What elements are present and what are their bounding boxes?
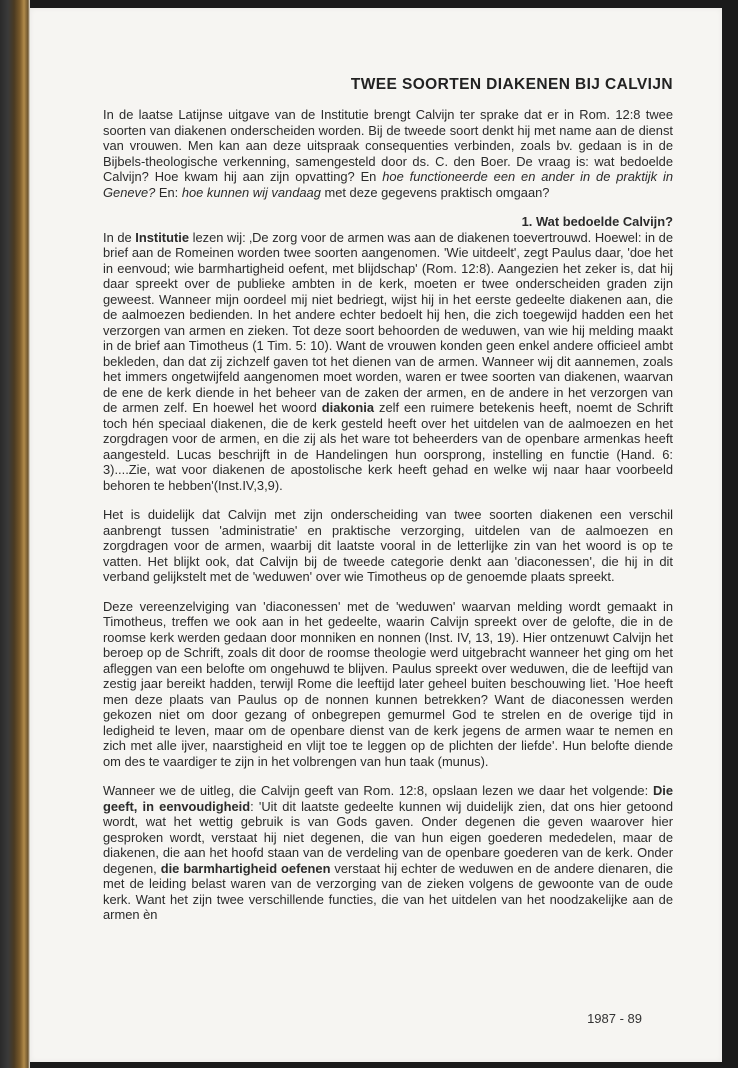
- bold-phrase-barmhartigheid: die barmhartigheid oefenen: [160, 860, 331, 876]
- bold-term-institutie: Institutie: [135, 229, 190, 245]
- paragraph-institutie-quote: In de Institutie lezen wij: ‚De zorg voor de armen was aan de diakenen toevertrouwd. Hoewel: in de brief aan de Romeinen worden twee soorten aangenomen. 'Wie uitdeelt', zegt Paulus daar, 'doe het in eenvoud; wie barmhartigheid oefent, met blijdschap' (Rom. 12:8). Aangezien het zeker is, dat hij daar spreekt over de publieke ambten in de kerk, moeten er twee onderscheiden graden zijn geweest. Wanneer mijn oordeel mij niet bedriegt, wijst hij in het eerste gedeelte diakenen aan, die de aalmoezen bedienden. In het andere echter bedoelt hij hen, die zich toegewijd hadden een het verzorgen van armen en zieken. Tot deze soort behoorden de weduwen, van wie hij melding maakt in de brief aan Timotheus (1 Tim. 5: 10). Want de vrouwen konden geen enkel andere officieel ambt bekleden, dan dat zij zichzelf gaven tot het dienen van de armen. Wanneer wij dit aannemen, zoals het immers ongetwijfeld aangenomen moet worden, waren er twee soorten van diakenen, waarvan de ene de kerk diende in het beheer van de zaken der armen, en de andere in het verzorgen van de armen zelf. En hoewel het woord diakonia zelf een ruimere betekenis heeft, noemt de Schrift toch hén speciaal diakenen, die de kerk gesteld heeft over het uitdelen van de aalmoezen en het zorgdragen voor de armen, en die zij als het ware tot beheerders van de openbare armenkas heeft aangesteld. Lucas beschrijft in de Handelingen hun oorsprong, instelling en functie (Hand. 6: 3)....Zie, wat voor diakenen de apostolische kerk heeft gehad en welke wij naar haar voorbeeld behoren te hebben'(Inst.IV,3,9).: [103, 229, 673, 493]
- section-heading: 1. Wat bedoelde Calvijn?: [521, 214, 673, 229]
- bold-phrase-die-geeft: Die geeft, in eenvoudigheid: [103, 783, 673, 814]
- bold-term-diakonia: diakonia: [321, 400, 375, 415]
- paragraph-diaconessen: Deze vereenzelviging van 'diaconessen' met de 'weduwen' waarvan melding wordt gemaakt in Timotheus, treffen we ook aan in het gedeelte, waarin Calvijn spreekt over de gelofte, die in de roomse kerk werden gedaan door monniken en nonnen (Inst. IV, 13, 19). Hier ontzenuwt Calvijn het beroep op de Schrift, zoals dit door de roomse theologie werd uitgebracht wanneer het ging om het afleggen van een belofte om ongehuwd te blijven. Paulus spreekt over weduwen, die de leeftijd van zestig jaar bereikt hadden, terwijl Rome die leeftijd later geheel buiten beschouwing liet. 'Hoe heeft men deze plaats van Paulus op de nonnen kunnen betrekken? Want de diaconessen werden gekozen niet om door gezang of onbegrepen gemurmel God te strelen en de overige tijd in ledigheid te leven, maar om de openbare dienst van de kerk jegens de armen waar te nemen en zich met alle ijver, naarstigheid en vlijt toe te leggen op de plichten der liefde'. Hun belofte diende om des te vaardiger te zijn in het volbrengen van hun taak (munus).: [103, 598, 673, 769]
- paragraph-distinction: Het is duidelijk dat Calvijn met zijn onderscheiding van twee soorten diakenen een verschil aanbrengt tussen 'administratie' en praktische verzorging, uitdelen van de aalmoezen en zorgdragen voor de armen, waarbij dit laatste vooral in de letterlijke zin van het woord is op te vatten. Het blijkt ook, dat Calvijn bij de tweede categorie denkt aan 'diaconessen', die hij in dit verband gelijkstelt met de 'weduwen' over wie Timotheus op de genoemde plaats spreekt.: [103, 507, 673, 584]
- intro-question-italic: hoe functioneerde een en ander in de praktijk in Geneve?: [103, 169, 673, 200]
- intro-question-italic-2: hoe kunnen wij vandaag: [181, 184, 321, 200]
- article-body: [103, 68, 673, 923]
- page-number: 1987 - 89: [587, 1011, 642, 1026]
- paragraph-rom-12-8: Wanneer we de uitleg, die Calvijn geeft van Rom. 12:8, opslaan lezen we daar het volgende: Die geeft, in eenvoudigheid: 'Uit dit laatste gedeelte kunnen wij duidelijk zien, dat ons hier getoond wordt, wat het wettig gebruik is van Gods gaven. Onder degenen die geven waarover hier gesproken wordt, verstaat hij niet degenen, die van hun eigen goederen mededelen, maar de diakenen, die aan het hoofd staan van de verdeling van de openbare goederen van de kerk. Onder degenen, die barmhartigheid oefenen verstaat hij echter de weduwen en de andere dienaren, die met de leiding belast waren van de verzorging van de zieken volgens de gewoonte van de oude kerk. Want het zijn twee verschillende functies, die van het uitdelen van het noodzakelijke aan de armen èn: [103, 783, 673, 922]
- article-title: TWEE SOORTEN DIAKENEN BIJ CALVIJN: [350, 76, 673, 93]
- book-spine: [0, 0, 30, 1068]
- intro-paragraph: In de laatse Latijnse uitgave van de Institutie brengt Calvijn ter sprake dat er in Rom. 12:8 twee soorten van diakenen onderscheiden worden. Bij de tweede soort denkt hij met name aan de dienst van vrouwen. Men kan aan deze uitspraak consequenties verbinden, zoals bv. gedaan is in de Bijbels-theologische verkenning, samengesteld door ds. C. den Boer. De vraag is: wat bedoelde Calvijn? Hoe kwam hij aan zijn opvatting? En hoe functioneerde een en ander in de praktijk in Geneve? En: hoe kunnen wij vandaag met deze gegevens praktisch omgaan?: [103, 107, 673, 200]
- document-page: [30, 8, 722, 1062]
